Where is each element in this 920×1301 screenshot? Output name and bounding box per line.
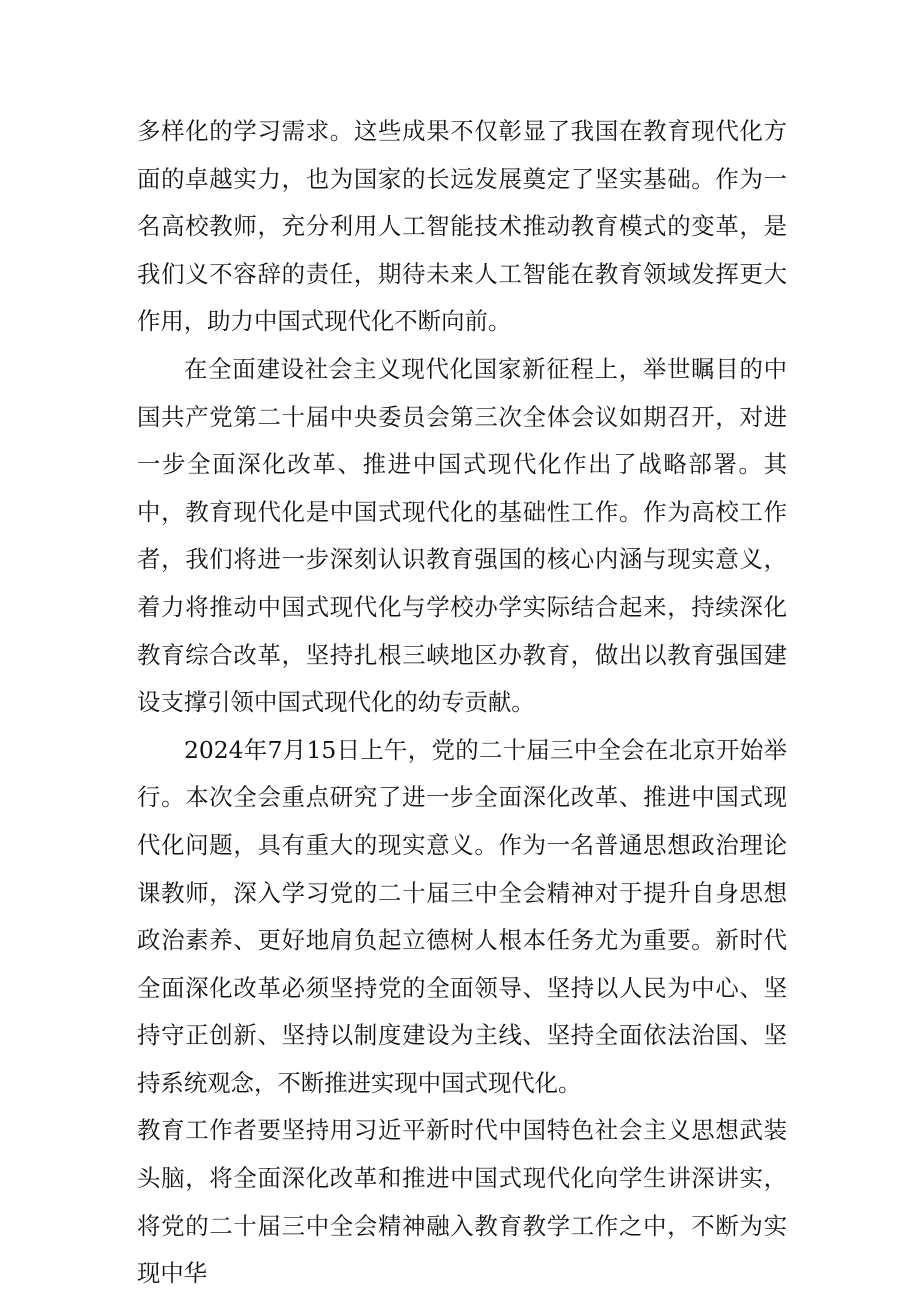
paragraph-continued: 多样化的学习需求。这些成果不仅彰显了我国在教育现代化方面的卓越实力，也为国家的长远发展奠定了坚实基础。作为一名高校教师，充分利用人工智能技术推动教育模式的变革，是我们义不容辞的责任，期待未来人工智能在教育领域发挥更大作用，助力中国式现代化不断向前。: [137, 117, 787, 336]
paragraph-educators: 教育工作者要坚持用习近平新时代中国特色社会主义思想武装头脑，将全面深化改革和推进中国式现代化向学生讲深讲实，将党的二十届三中全会精神融入教育教学工作之中，不断为实现中华: [137, 1116, 787, 1288]
paragraph-plenum-date: 2024年7月15日上午，党的二十届三中全会在北京开始举行。本次全会重点研究了进一步全面深化改革、推进中国式现代化问题，具有重大的现实意义。作为一名普通思想政治理论课教师，深入学习党的二十届三中全会精神对于提升自身思想政治素养、更好地肩负起立德树人根本任务尤为重要。新时代全面深化改革必须坚持党的全面领导、坚持以人民为中心、坚持守正创新、坚持以制度建设为主线、坚持全面依法治国、坚持系统观念，不断推进实现中国式现代化。: [137, 735, 787, 1097]
document-body: [137, 108, 787, 1298]
paragraph-third-plenum-deployment: 在全面建设社会主义现代化国家新征程上，举世瞩目的中国共产党第二十届中央委员会第三次全体会议如期召开，对进一步全面深化改革、推进中国式现代化作出了战略部署。其中，教育现代化是中国式现代化的基础性工作。作为高校工作者，我们将进一步深刻认识教育强国的核心内涵与现实意义，着力将推动中国式现代化与学校办学实际结合起来，持续深化教育综合改革，坚持扎根三峡地区办教育，做出以教育强国建设支撑引领中国式现代化的幼专贡献。: [137, 354, 787, 717]
